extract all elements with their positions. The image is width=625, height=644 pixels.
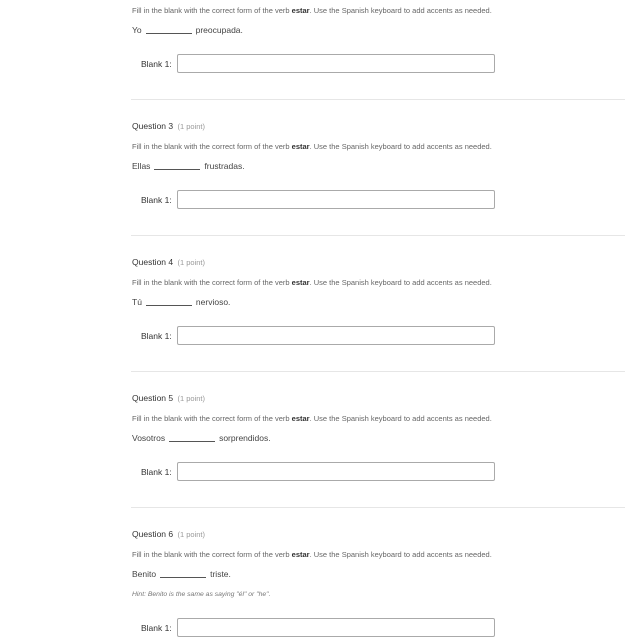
question-instruction [132,278,492,287]
question-number: Question 6 [132,529,174,539]
question-sentence [132,569,231,579]
sentence-rest: sorprendidos. [219,433,271,443]
question-title [132,393,205,403]
instruction-text: Fill in the blank with the correct form of the verb [132,142,292,151]
blank-label: Blank 1: [141,467,172,477]
sentence-subject: Tú [132,297,142,307]
sentence-subject: Yo [132,25,142,35]
instruction-text-end: . Use the Spanish keyboard to add accents as needed. [309,414,492,423]
instruction-text-end: . Use the Spanish keyboard to add accents as needed. [309,550,492,559]
instruction-text-end: . Use the Spanish keyboard to add accents as needed. [309,278,492,287]
question-title [132,121,205,131]
question-instruction [132,142,492,151]
instruction-text: Fill in the blank with the correct form of the verb [132,414,292,423]
blank-label: Blank 1: [141,195,172,205]
instruction-text-end: . Use the Spanish keyboard to add accents as needed. [309,6,492,15]
instruction-text: Fill in the blank with the correct form of the verb [132,278,292,287]
instruction-text-end: . Use the Spanish keyboard to add accents as needed. [309,142,492,151]
sentence-subject: Ellas [132,161,151,171]
instruction-verb: estar [291,142,310,151]
blank-label: Blank 1: [141,59,172,69]
question-instruction [132,414,492,423]
question-instruction [132,6,492,15]
blank-line [160,577,206,578]
question-points: (1 point) [177,530,206,539]
blank-line [154,169,200,170]
blank-line [146,305,192,306]
question-number: Question 4 [132,257,174,267]
sentence-rest: nervioso. [195,297,231,307]
question-points: (1 point) [177,394,206,403]
blank-1-input[interactable] [177,462,495,481]
instruction-verb: estar [291,278,310,287]
question-sentence [132,433,271,443]
instruction-verb: estar [291,414,310,423]
instruction-text: Fill in the blank with the correct form of the verb [132,6,292,15]
instruction-text: Fill in the blank with the correct form of the verb [132,550,292,559]
blank-1-input[interactable] [177,190,495,209]
blank-line [169,441,215,442]
blank-label: Blank 1: [141,331,172,341]
sentence-subject: Vosotros [132,433,166,443]
question-hint: Hint: Benito is the same as saying "él" or "he". [132,591,271,598]
question-sentence [132,25,243,35]
blank-label: Blank 1: [141,623,172,633]
blank-1-input[interactable] [177,618,495,637]
instruction-verb: estar [291,550,310,559]
question-number: Question 3 [132,121,174,131]
question-sentence [132,161,245,171]
sentence-subject: Benito [132,569,157,579]
question-title [132,257,205,267]
question-title [132,529,205,539]
sentence-rest: triste. [210,569,231,579]
question-divider [131,99,625,100]
blank-1-input[interactable] [177,326,495,345]
question-sentence [132,297,230,307]
blank-line [146,33,192,34]
instruction-verb: estar [291,6,310,15]
sentence-rest: frustradas. [204,161,245,171]
question-points: (1 point) [177,258,206,267]
question-divider [131,507,625,508]
question-points: (1 point) [177,122,206,131]
question-instruction [132,550,492,559]
sentence-rest: preocupada. [195,25,243,35]
question-number: Question 5 [132,393,174,403]
question-divider [131,371,625,372]
question-divider [131,235,625,236]
blank-1-input[interactable] [177,54,495,73]
